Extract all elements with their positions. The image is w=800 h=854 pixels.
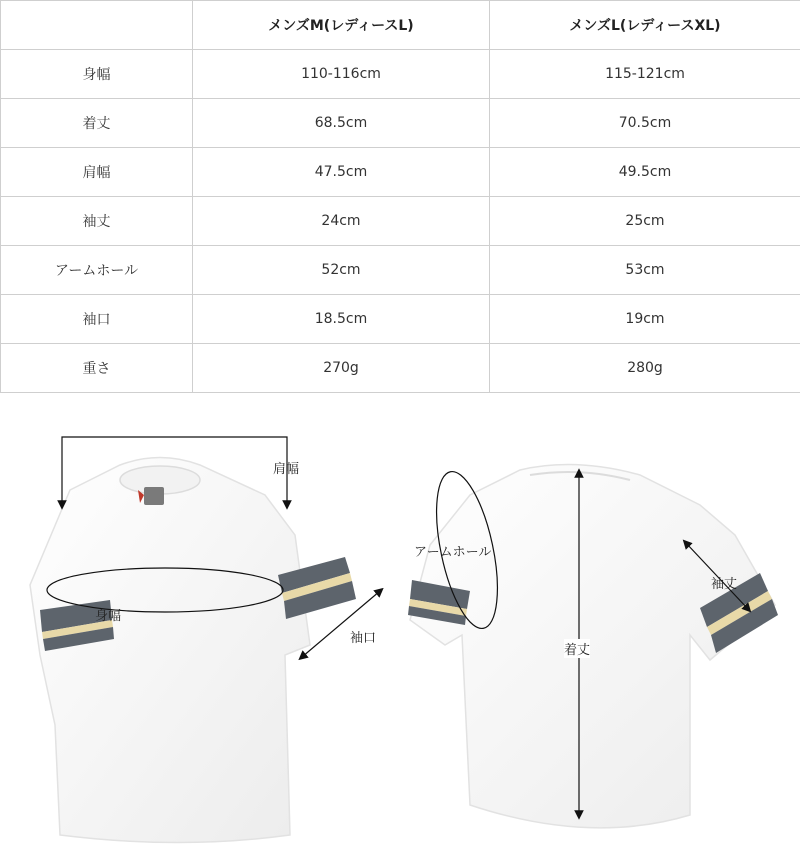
cell-size-m: 47.5cm — [193, 148, 490, 197]
header-size-m: メンズM(レディースL) — [193, 1, 490, 50]
table-row — [1, 295, 800, 344]
measurement-diagram — [0, 395, 800, 854]
cell-size-l: 280g — [490, 344, 800, 393]
row-label: アームホール — [1, 246, 193, 295]
header-size-l: メンズL(レディースXL) — [490, 1, 800, 50]
cell-size-m: 24cm — [193, 197, 490, 246]
cell-size-m: 52cm — [193, 246, 490, 295]
label-length: 着丈 — [564, 639, 590, 658]
cell-size-l: 53cm — [490, 246, 800, 295]
table-row — [1, 197, 800, 246]
cell-size-m: 68.5cm — [193, 99, 490, 148]
back-tshirt — [408, 465, 778, 828]
table-row — [1, 246, 800, 295]
label-body-width: 身幅 — [95, 609, 122, 624]
cell-size-l: 19cm — [490, 295, 800, 344]
row-label: 着丈 — [1, 99, 193, 148]
cell-size-l: 49.5cm — [490, 148, 800, 197]
label-armhole: アームホール — [414, 545, 492, 560]
table-header-row — [1, 1, 800, 50]
table-row — [1, 148, 800, 197]
front-tshirt — [30, 437, 380, 843]
label-cuff: 袖口 — [350, 631, 377, 646]
brand-tag — [144, 487, 164, 505]
cell-size-l: 115-121cm — [490, 50, 800, 99]
cell-size-m: 110-116cm — [193, 50, 490, 99]
row-label: 身幅 — [1, 50, 193, 99]
row-label: 重さ — [1, 344, 193, 393]
cell-size-m: 270g — [193, 344, 490, 393]
header-empty — [1, 1, 193, 50]
table-row — [1, 99, 800, 148]
label-sleeve-length: 袖丈 — [711, 577, 738, 592]
row-label: 肩幅 — [1, 148, 193, 197]
cell-size-l: 70.5cm — [490, 99, 800, 148]
label-shoulder-width: 肩幅 — [273, 462, 300, 477]
cell-size-m: 18.5cm — [193, 295, 490, 344]
row-label: 袖口 — [1, 295, 193, 344]
table-row — [1, 344, 800, 393]
cell-size-l: 25cm — [490, 197, 800, 246]
row-label: 袖丈 — [1, 197, 193, 246]
table-row — [1, 50, 800, 99]
size-table — [0, 0, 800, 393]
tshirt-illustrations — [0, 395, 800, 854]
